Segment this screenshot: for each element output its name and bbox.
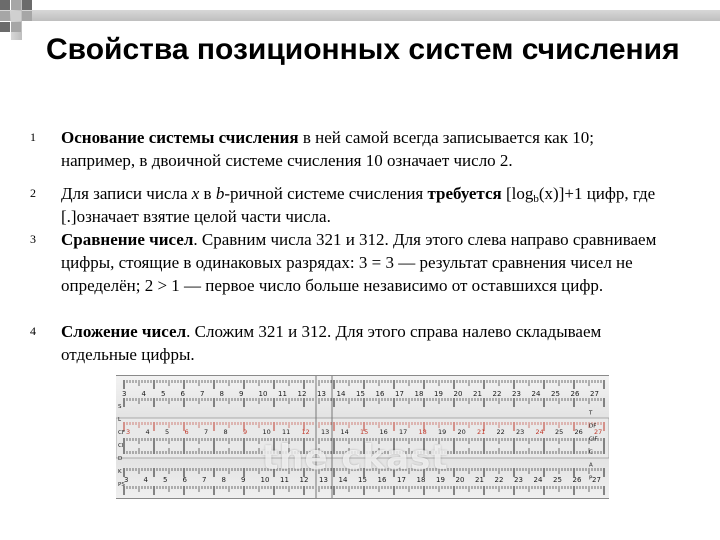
scale-label: 16 [379, 428, 388, 436]
deco-square [11, 22, 21, 32]
list-item-text: Для записи числа x в b-ричной системе счисления требуется $[\log_b(x)]+1$ цифр, где [.]означает взятие целой части числа. [61, 184, 656, 226]
scale-label: 15 [358, 476, 367, 484]
scale-label: 22 [494, 476, 504, 484]
deco-square [22, 11, 32, 21]
scale-label: 4 [143, 476, 148, 484]
scale-label: 18 [414, 390, 424, 398]
watermark-text: the ckast [262, 438, 449, 478]
scale-label: 23 [514, 476, 523, 484]
scale-label: L [118, 417, 122, 423]
scale-label: 3 [126, 428, 131, 436]
scale-label: CF [118, 430, 126, 436]
list-item-number: 1 [30, 130, 36, 144]
scale-label: 14 [340, 428, 349, 436]
scale-label: 21 [473, 390, 482, 398]
scale-label: 13 [321, 428, 330, 436]
scale-label: 22 [496, 428, 505, 436]
scale-label: DF [589, 423, 597, 430]
scale-label: 23 [512, 390, 521, 398]
scale-label: D [118, 456, 123, 462]
scale-label: 17 [395, 390, 404, 398]
scale-label: 22 [492, 390, 502, 398]
scale-label: 21 [475, 476, 484, 484]
scale-label: 11 [282, 428, 291, 436]
scale-label: PS [118, 482, 125, 488]
scale-label: S [118, 404, 122, 410]
scale-label: 27 [594, 428, 603, 436]
deco-square [22, 0, 32, 10]
scale-label: 12 [297, 390, 307, 398]
scale-label: 10 [260, 476, 270, 484]
scale-label: 14 [338, 476, 348, 484]
scale-label: 4 [141, 390, 146, 398]
scale-label: T [589, 410, 593, 417]
scale-label: 20 [453, 390, 463, 398]
slide-rule-scales [116, 376, 609, 498]
scale-label: 21 [477, 428, 486, 436]
scale-label: 17 [397, 476, 406, 484]
scale-label: 13 [317, 390, 326, 398]
scale-label: 27 [592, 476, 601, 484]
scale-label: A [589, 462, 593, 469]
scale-label: 10 [262, 428, 271, 436]
slide-rule-image [116, 375, 609, 499]
list-item-number: 2 [30, 186, 36, 200]
scale-label: 8 [223, 428, 228, 436]
list-item-text: Сравнение чисел. Сравним числа 321 и 312. Для этого слева направо сравниваем цифры, стоящие в одинаковых разрядах: 3 = 3 — результат сравнения чисел не определён; 2 > 1 — первое число больше независимо от оставшихся цифр. [61, 230, 657, 295]
scale-label: 25 [551, 390, 560, 398]
scale-label: 18 [416, 476, 426, 484]
scale-label: 5 [163, 476, 168, 484]
scale-label: 24 [531, 390, 541, 398]
scale-label: 19 [436, 476, 445, 484]
list-item-number: 4 [30, 324, 36, 338]
scale-label: CIF [589, 436, 598, 443]
scale-label: 11 [280, 476, 289, 484]
scale-label: 23 [516, 428, 525, 436]
scale-label: K [118, 469, 122, 475]
scale-label: C [589, 449, 593, 456]
list-item-text: Сложение чисел. Сложим 321 и 312. Для этого справа налево складываем отдельные цифры. [61, 322, 602, 364]
scale-label: 4 [145, 428, 150, 436]
deco-square [0, 0, 10, 10]
scale-label: 13 [319, 476, 328, 484]
scale-label: 14 [336, 390, 346, 398]
scale-label: 8 [221, 476, 226, 484]
scale-label: 9 [241, 476, 246, 484]
list-item-number: 3 [30, 232, 36, 246]
scale-label: 12 [299, 476, 309, 484]
scale-label: 3 [122, 390, 127, 398]
header-bar [0, 10, 720, 21]
scale-label: 7 [204, 428, 209, 436]
scale-label: 7 [200, 390, 205, 398]
deco-square [11, 0, 21, 10]
scale-label: 11 [278, 390, 287, 398]
scale-label: 9 [239, 390, 244, 398]
deco-square [0, 22, 10, 32]
scale-label: CI [118, 443, 124, 449]
scale-label: 6 [184, 428, 189, 436]
scale-label: 5 [161, 390, 166, 398]
scale-label: 6 [180, 390, 185, 398]
scale-label: 16 [377, 476, 387, 484]
scale-label: P [589, 475, 593, 482]
slide-title: Свойства позиционных систем счисления [46, 33, 680, 66]
scale-label: 18 [418, 428, 427, 436]
deco-square [0, 11, 10, 21]
scale-label: 15 [356, 390, 365, 398]
scale-label: 20 [455, 476, 465, 484]
scale-label: 19 [434, 390, 443, 398]
scale-label: 26 [574, 428, 583, 436]
deco-square [11, 11, 21, 21]
scale-label: 9 [243, 428, 248, 436]
scale-label: 7 [202, 476, 207, 484]
scale-label: 19 [438, 428, 447, 436]
scale-label: 26 [570, 390, 580, 398]
scale-label: 15 [360, 428, 369, 436]
scale-label: 8 [219, 390, 224, 398]
scale-label: 12 [301, 428, 310, 436]
scale-label: 17 [399, 428, 408, 436]
scale-label: 25 [555, 428, 564, 436]
scale-label: 6 [182, 476, 187, 484]
scale-label: 5 [165, 428, 170, 436]
scale-label: 25 [553, 476, 562, 484]
scale-label: 3 [124, 476, 129, 484]
scale-label: 27 [590, 390, 599, 398]
scale-label: 26 [572, 476, 582, 484]
scale-label: 20 [457, 428, 466, 436]
list-item-text: Основание системы счисления в ней самой всегда записывается как 10; например, в двоичной системе счисления 10 означает число 2. [61, 128, 594, 170]
scale-label: 24 [533, 476, 543, 484]
scale-label: 16 [375, 390, 385, 398]
scale-label: 10 [258, 390, 268, 398]
scale-label: 24 [535, 428, 544, 436]
